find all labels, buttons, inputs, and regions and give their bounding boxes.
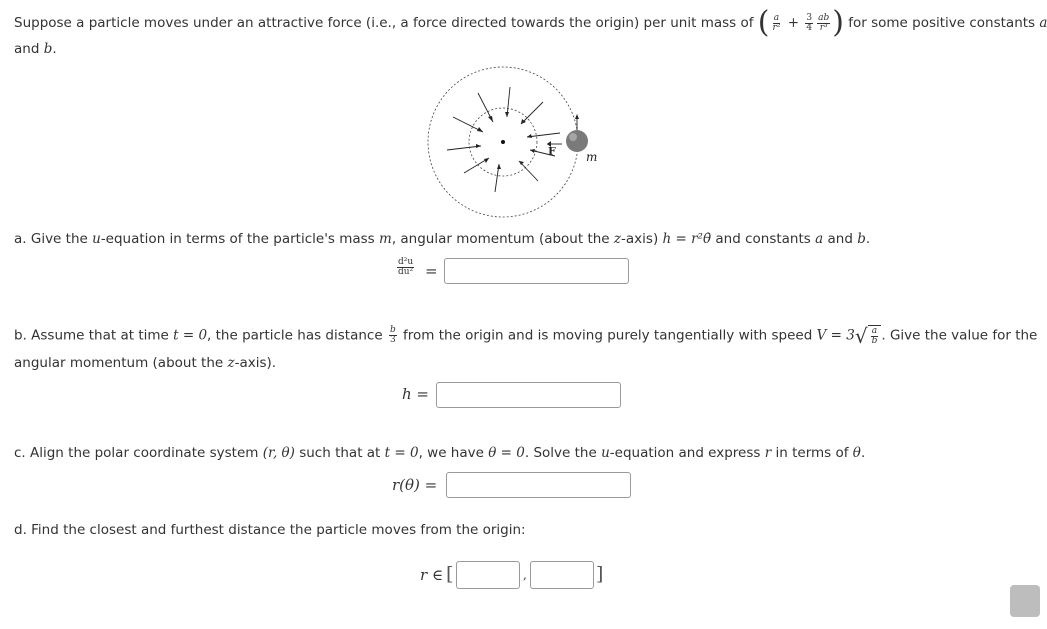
part-c-label: r(θ) = <box>392 476 438 494</box>
force-arrows <box>447 87 562 192</box>
sqrt-expression: √ $\frac{a}{b}$ <box>855 325 882 346</box>
part-c-answer-input[interactable] <box>446 472 631 498</box>
intro-coef-frac: $\frac{3}{4}$ <box>806 12 813 33</box>
intro-line-2: and b. <box>14 41 57 57</box>
force-arrow <box>447 146 481 150</box>
part-a-lhs: $\frac{\text{d²u}}{\text{du²}}$ <box>398 257 414 277</box>
force-diagram <box>420 60 620 222</box>
particle-ball <box>566 130 588 152</box>
part-d-max-input[interactable] <box>530 561 594 589</box>
part-a-text: a. Give the u-equation in terms of the particle's mass m, angular momentum (about the z-axis) h = r²θ̇ and constants a and b. <box>14 231 871 247</box>
intro-frac-1: $\frac{a}{\text{r²}}$ <box>772 12 781 33</box>
part-a-answer-input[interactable] <box>444 258 629 284</box>
force-arrow <box>527 133 560 137</box>
part-c-text: c. Align the polar coordinate system (r, θ) such that at t = 0, we have θ = 0. Solve the u-equation and express r in terms of θ. <box>14 445 866 461</box>
intro-frac-2: $\frac{ab}{\text{r³}}$ <box>818 12 830 33</box>
intro-line-1: Suppose a particle moves under an attractive force (i.e., a force directed towards the origin) per unit mass of ( $\frac{a}{\text{r²}}$ + $\frac{3}{4}$ $\frac{ab}{\text{r³}}$ ) for some positive constants a <box>14 5 1047 40</box>
part-d-min-input[interactable] <box>456 561 520 589</box>
distance-frac: $\frac{b}{3}$ <box>389 325 396 345</box>
part-d-text: d. Find the closest and furthest distance the particle moves from the origin: <box>14 522 526 538</box>
arrow-heads <box>476 112 551 169</box>
force-label: F <box>548 145 556 158</box>
force-arrow <box>521 102 543 124</box>
part-b-text-line-2: angular momentum (about the z-axis). <box>14 355 277 371</box>
origin-dot <box>501 140 505 144</box>
mass-label: m <box>586 150 598 164</box>
side-panel-button[interactable] <box>1010 585 1040 617</box>
intro-text-before: Suppose a particle moves under an attractive force (i.e., a force directed towards the origin) per unit mass of <box>14 15 754 31</box>
part-b-label: h = <box>402 385 429 403</box>
part-d-label: r ∈ <box>420 566 444 584</box>
part-b-text: b. Assume that at time t = 0, the particle has distance $\frac{b}{3}$ from the origin and is moving purely tangentially with speed V = 3 √ $\frac{a}{b}$ . Give the value for the <box>14 324 1038 348</box>
part-b-answer-input[interactable] <box>436 382 621 408</box>
intro-text-after: for some positive constants <box>848 15 1036 31</box>
